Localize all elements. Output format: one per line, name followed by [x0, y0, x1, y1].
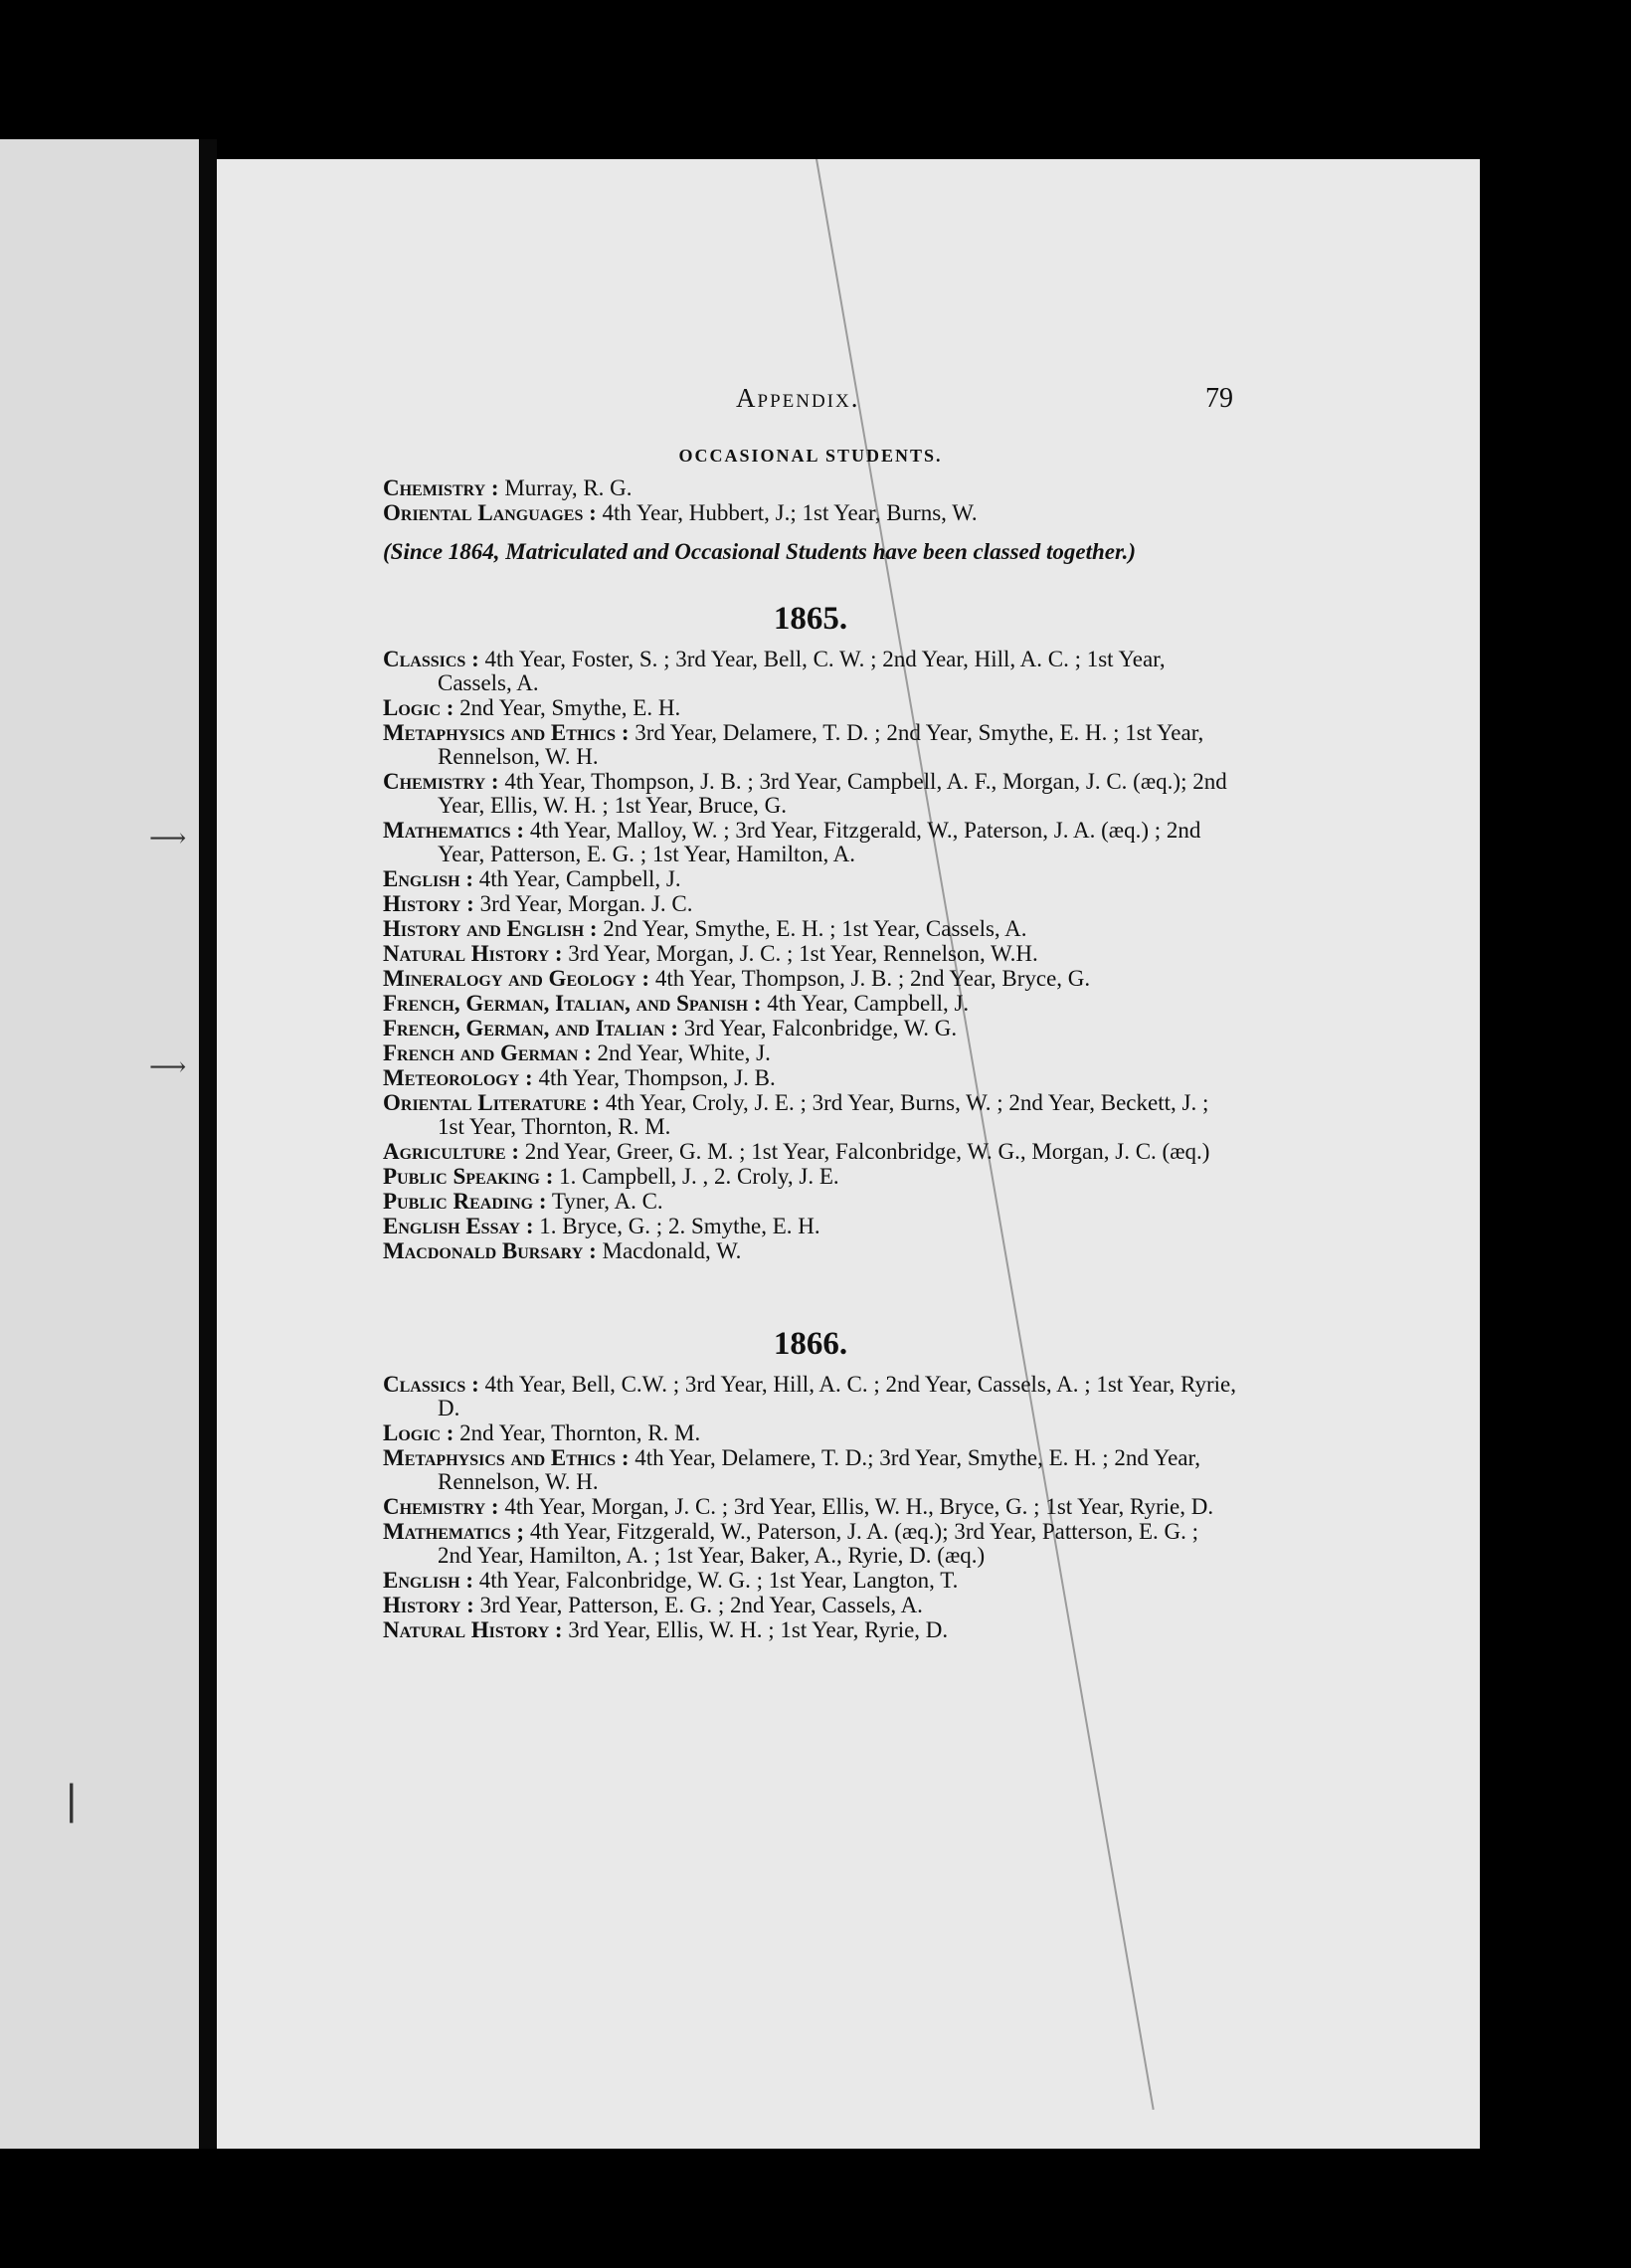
subject-label: History and English :: [383, 916, 598, 941]
entry-text: 1. Bryce, G. ; 2. Smythe, E. H.: [539, 1214, 820, 1238]
list-item: [383, 476, 1238, 500]
list-item: [383, 1215, 1238, 1238]
entry-text: Macdonald, W.: [602, 1238, 742, 1263]
subject-label: Chemistry :: [383, 475, 499, 500]
entry-text: 4th Year, Thompson, J. B.: [538, 1065, 776, 1090]
subject-label: Metaphysics and Ethics :: [383, 1445, 630, 1470]
entry-text: 2nd Year, Greer, G. M. ; 1st Year, Falconbridge, W. G., Morgan, J. C. (æq.): [524, 1139, 1210, 1164]
entry-text: 4th Year, Foster, S. ; 3rd Year, Bell, C. W. ; 2nd Year, Hill, A. C. ; 1st Year, Cassels, A.: [438, 647, 1166, 695]
entry-text: 2nd Year, Smythe, E. H. ; 1st Year, Cassels, A.: [603, 916, 1027, 941]
entry-text: 4th Year, Delamere, T. D.; 3rd Year, Smythe, E. H. ; 2nd Year, Rennelson, W. H.: [438, 1445, 1201, 1494]
classification-note: (Since 1864, Matriculated and Occasional Students have been classed together.): [383, 539, 1137, 564]
list-item: [383, 1520, 1238, 1568]
entry-text: 3rd Year, Ellis, W. H. ; 1st Year, Ryrie, D.: [568, 1617, 949, 1642]
subject-label: Chemistry :: [383, 1494, 499, 1519]
subject-label: Classics :: [383, 1372, 479, 1397]
facing-page-edge: [0, 139, 199, 2149]
page-content: [383, 438, 1238, 1643]
subject-label: Macdonald Bursary :: [383, 1238, 597, 1263]
entry-text: 3rd Year, Delamere, T. D. ; 2nd Year, Smythe, E. H. ; 1st Year, Rennelson, W. H.: [438, 720, 1204, 769]
list-item: [383, 1569, 1238, 1593]
entry-text: 4th Year, Malloy, W. ; 3rd Year, Fitzgerald, W., Paterson, J. A. (æq.) ; 2nd Year, Patterson, E. G. ; 1st Year, Hamilton, A.: [438, 818, 1201, 866]
list-item: [383, 1618, 1238, 1642]
subject-label: French, German, Italian, and Spanish :: [383, 991, 762, 1016]
subject-label: History :: [383, 891, 474, 916]
list-item: [383, 992, 1238, 1016]
list-item: [383, 648, 1238, 695]
entry-text: 4th Year, Fitzgerald, W., Paterson, J. A. (æq.); 3rd Year, Patterson, E. G. ; 2nd Year, Hamilton, A. ; 1st Year, Baker, A., Ryrie, D. (æq.): [438, 1519, 1199, 1568]
entry-text: 2nd Year, Thornton, R. M.: [459, 1420, 701, 1445]
running-head: Appendix.: [736, 383, 860, 413]
subject-label: English Essay :: [383, 1214, 534, 1238]
list-item: [383, 1140, 1238, 1164]
ink-speck-mark: ❘: [55, 1778, 89, 1822]
list-item: [383, 1594, 1238, 1617]
section-spacer: [383, 1264, 1238, 1326]
list-item: [383, 721, 1238, 769]
page-gutter: [199, 139, 217, 2149]
entry-text: 4th Year, Hubbert, J.; 1st Year, Burns, W.: [602, 500, 978, 525]
margin-arrow-mark: ⟶: [149, 824, 187, 852]
subject-label: Chemistry :: [383, 769, 499, 794]
list-item: [383, 917, 1238, 941]
page-header: [736, 383, 1233, 433]
list-item: [383, 1041, 1238, 1065]
entry-text: 1. Campbell, J. , 2. Croly, J. E.: [559, 1164, 839, 1189]
entry-text: 4th Year, Bell, C.W. ; 3rd Year, Hill, A. C. ; 2nd Year, Cassels, A. ; 1st Year, Ryrie, D.: [438, 1372, 1236, 1420]
list-item: [383, 1446, 1238, 1494]
list-item: [383, 696, 1238, 720]
entry-text: 3rd Year, Falconbridge, W. G.: [683, 1016, 958, 1040]
entry-text: Tyner, A. C.: [551, 1189, 663, 1214]
subject-label: French, German, and Italian :: [383, 1016, 678, 1040]
year-heading-1866: 1866.: [773, 1326, 848, 1362]
page-number: 79: [1205, 383, 1233, 414]
subject-label: Metaphysics and Ethics :: [383, 720, 630, 745]
entry-text: 4th Year, Campbell, J.: [478, 866, 681, 891]
margin-arrow-mark: ⟶: [149, 1052, 187, 1081]
list-item: [383, 819, 1238, 866]
subject-label: Public Reading :: [383, 1189, 547, 1214]
entry-text: 4th Year, Falconbridge, W. G. ; 1st Year, Langton, T.: [478, 1568, 959, 1593]
list-item: [383, 967, 1238, 991]
section-heading-occasional: OCCASIONAL STUDENTS.: [678, 446, 943, 466]
year-heading-1865: 1865.: [773, 601, 848, 637]
subject-label: English :: [383, 1568, 473, 1593]
entry-text: 4th Year, Croly, J. E. ; 3rd Year, Burns, W. ; 2nd Year, Beckett, J. ; 1st Year, Thornton, R. M.: [438, 1090, 1209, 1139]
subject-label: History :: [383, 1593, 474, 1617]
list-item: [383, 867, 1238, 891]
subject-label: Logic :: [383, 695, 454, 720]
subject-label: Natural History :: [383, 941, 563, 966]
entry-text: 4th Year, Thompson, J. B. ; 2nd Year, Bryce, G.: [654, 966, 1091, 991]
list-item: [383, 1373, 1238, 1420]
list-item: [383, 1421, 1238, 1445]
list-item: [383, 1190, 1238, 1214]
entry-text: 3rd Year, Morgan, J. C. ; 1st Year, Rennelson, W.H.: [568, 941, 1038, 966]
entry-text: 4th Year, Thompson, J. B. ; 3rd Year, Campbell, A. F., Morgan, J. C. (æq.); 2nd Year, Ellis, W. H. ; 1st Year, Bruce, G.: [438, 769, 1227, 818]
list-item: [383, 1017, 1238, 1040]
list-item: [383, 1495, 1238, 1519]
subject-label: Oriental Languages :: [383, 500, 597, 525]
subject-label: English :: [383, 866, 473, 891]
entry-text: 3rd Year, Morgan. J. C.: [479, 891, 693, 916]
entry-text: 2nd Year, White, J.: [597, 1040, 771, 1065]
entry-text: 4th Year, Campbell, J.: [767, 991, 970, 1016]
list-item: [383, 770, 1238, 818]
list-item: [383, 942, 1238, 966]
list-item: [383, 1239, 1238, 1263]
list-item: [383, 1066, 1238, 1090]
list-item: [383, 1165, 1238, 1189]
subject-label: Mathematics :: [383, 818, 525, 843]
subject-label: French and German :: [383, 1040, 592, 1065]
entry-text: 2nd Year, Smythe, E. H.: [459, 695, 681, 720]
subject-label: Agriculture :: [383, 1139, 520, 1164]
entry-text: Murray, R. G.: [504, 475, 633, 500]
subject-label: Natural History :: [383, 1617, 563, 1642]
list-item: [383, 892, 1238, 916]
entry-text: 4th Year, Morgan, J. C. ; 3rd Year, Ellis, W. H., Bryce, G. ; 1st Year, Ryrie, D.: [504, 1494, 1214, 1519]
subject-label: Public Speaking :: [383, 1164, 554, 1189]
subject-label: Meteorology :: [383, 1065, 533, 1090]
entry-text: 3rd Year, Patterson, E. G. ; 2nd Year, Cassels, A.: [479, 1593, 923, 1617]
subject-label: Oriental Literature :: [383, 1090, 601, 1115]
subject-label: Mathematics ;: [383, 1519, 525, 1544]
subject-label: Mineralogy and Geology :: [383, 966, 650, 991]
list-item: [383, 1091, 1238, 1139]
subject-label: Classics :: [383, 647, 479, 671]
subject-label: Logic :: [383, 1420, 454, 1445]
list-item: [383, 501, 1238, 525]
